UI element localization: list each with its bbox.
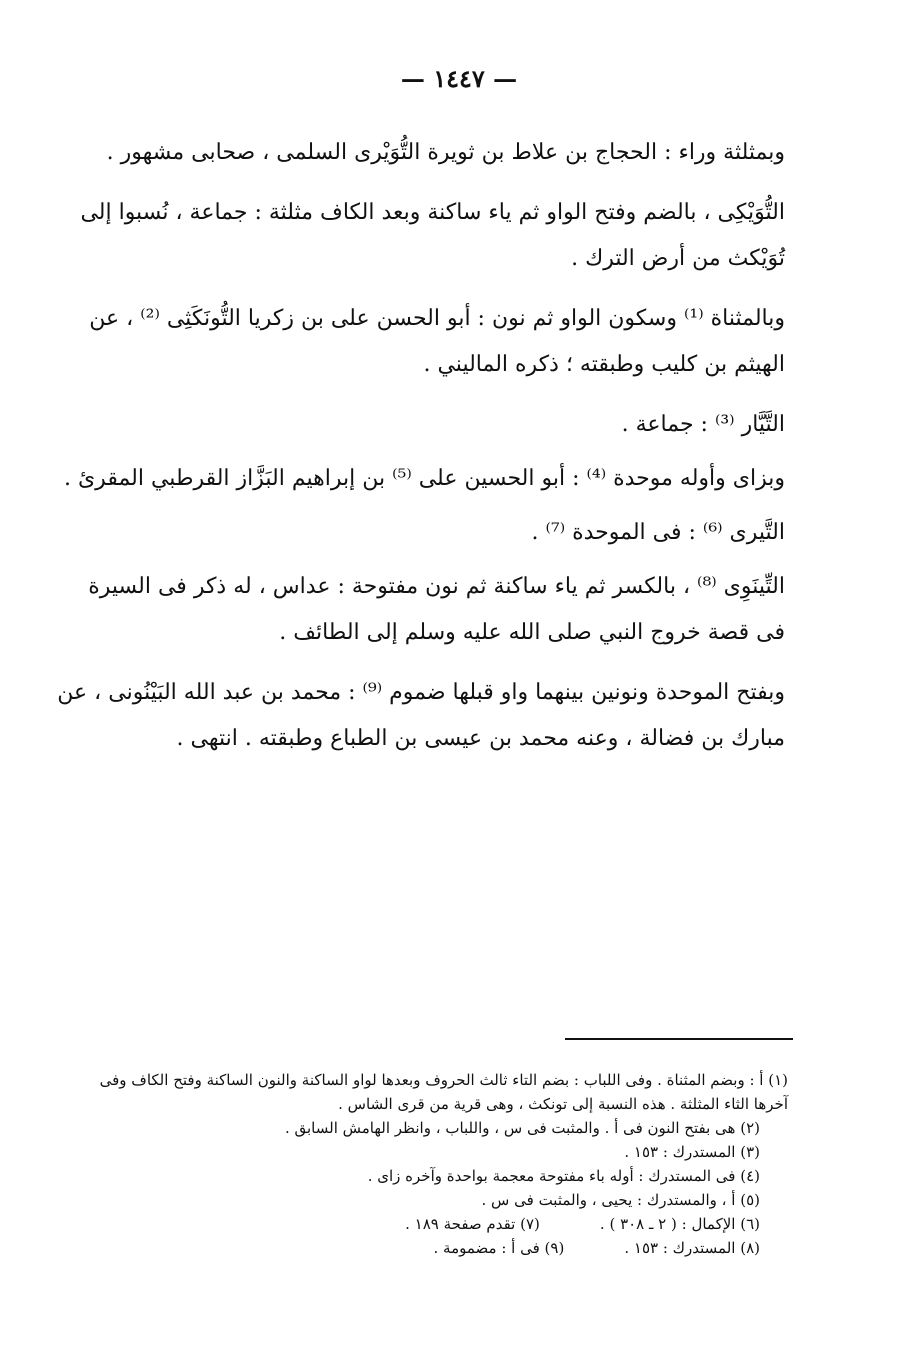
main-text	[55, 130, 785, 776]
footnote-3: (٣) المستدرك : ١٥٣ .	[624, 1143, 760, 1161]
paragraph-8: وبفتح الموحدة ونونين بينهما واو قبلها ضموم ⁽⁹⁾ : محمد بن عبد الله البَيْنُونى ، عن مبارك بن فضالة ، وعنه محمد بن عيسى بن الطباع وطبقته . انتهى .	[57, 680, 785, 751]
page-number: — ١٤٤٧ —	[400, 64, 518, 93]
paragraph-7: التِّينَوِى ⁽⁸⁾ ، بالكسر ثم ياء ساكنة ثم نون مفتوحة : عداس ، له ذكر فى السيرة فى قصة خروج النبي صلى الله عليه وسلم إلى الطائف .	[88, 574, 785, 645]
footnote-2: (٢) هى بفتح النون فى أ . والمثبت فى س ، واللباب ، وانظر الهامش السابق .	[284, 1119, 760, 1137]
paragraph-3: وبالمثناة ⁽¹⁾ وسكون الواو ثم نون : أبو الحسن على بن زكريا التُّونَكَثِى ⁽²⁾ ، عن الهيثم بن كليب وطبقته ؛ ذكره الماليني .	[89, 306, 785, 377]
footnote-9: (٩) فى أ : مضمومة .	[433, 1239, 565, 1257]
footnote-separator	[565, 1038, 793, 1040]
paragraph-2: التُّوَيْكِى ، بالضم وفتح الواو ثم ياء ساكنة وبعد الكاف مثلثة : جماعة ، نُسبوا إلى تُوَيْكث من أرض الترك .	[80, 200, 785, 271]
footnote-row-8-9	[85, 1236, 788, 1260]
paragraph-5: وبزاى وأوله موحدة ⁽⁴⁾ : أبو الحسين على ⁽⁵⁾ بن إبراهيم البَزَّاز القرطبي المقرئ .	[63, 466, 785, 491]
footnotes	[85, 1068, 788, 1260]
footnote-4: (٤) فى المستدرك : أوله باء مفتوحة معجمة بواحدة وآخره زاى .	[367, 1167, 760, 1185]
footnote-row-6-7	[85, 1212, 788, 1236]
footnote-6: (٦) الإكمال : ( ٢ ـ ٣٠٨ ) .	[599, 1215, 760, 1233]
paragraph-6: التَّيرى ⁽⁶⁾ : فى الموحدة ⁽⁷⁾ .	[531, 520, 785, 545]
footnote-8: (٨) المستدرك : ١٥٣ .	[624, 1239, 760, 1257]
footnote-7: (٧) تقدم صفحة ١٨٩ .	[405, 1215, 540, 1233]
footnote-5: (٥) أ ، والمستدرك : يحيى ، والمثبت فى س .	[481, 1191, 760, 1209]
footnote-1: (١) أ : وبضم المثناة . وفى اللباب : بضم التاء ثالث الحروف وبعدها لواو الساكنة والنون الساكنة وفتح الكاف وفى آخرها الثاء المثلثة . هذه النسبة إلى تونكث ، وهى قرية من قرى الشاس .	[99, 1071, 788, 1113]
paragraph-1: وبمثلثة وراء : الحجاج بن علاط بن ثويرة التُّوَيْرى السلمى ، صحابى مشهور .	[106, 140, 785, 165]
paragraph-4: التَّيَّار ⁽³⁾ : جماعة .	[621, 412, 785, 437]
